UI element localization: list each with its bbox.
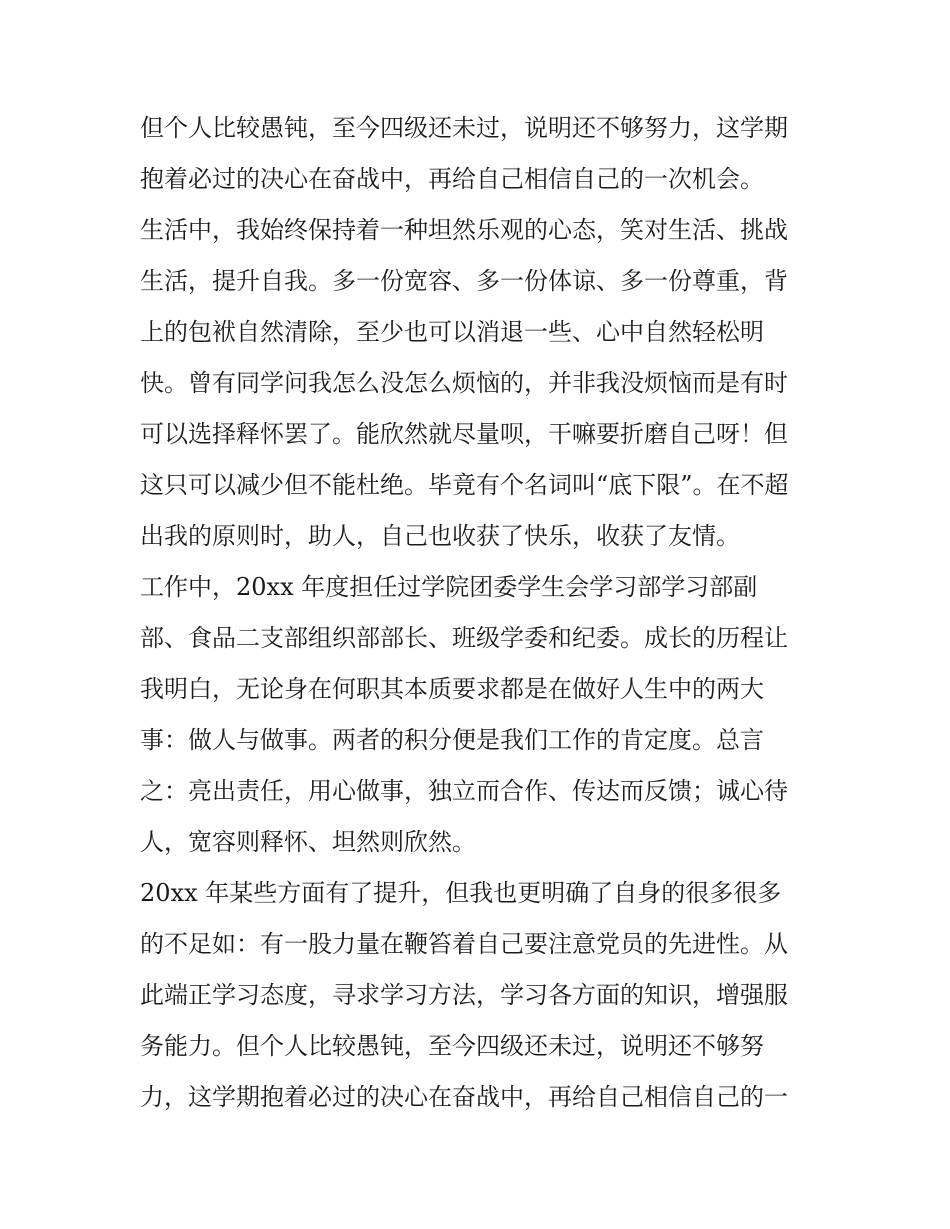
text-line: 力，这学期抱着必过的决心在奋战中，再给自己相信自己的一 [140,1083,788,1111]
text-line: 上的包袱自然清除，至少也可以消退一些、心中自然轻松明 [140,318,764,346]
text-line: 我明白，无论身在何职其本质要求都是在做好人生中的两大 [140,675,764,703]
text-line: 之：亮出责任，用心做事，独立而合作、传达而反馈；诚心待 [140,777,788,805]
text-line: 务能力。但个人比较愚钝，至今四级还未过，说明还不够努 [140,1032,764,1060]
document-body [140,103,820,1123]
text-line: 抱着必过的决心在奋战中，再给自己相信自己的一次机会。 [140,165,764,193]
text-line: 这只可以减少但不能杜绝。毕竟有个名词叫“底下限”。在不超 [140,471,789,499]
text-line: 生活中，我始终保持着一种坦然乐观的心态，笑对生活、挑战 [140,216,788,244]
text-line: 人，宽容则释怀、坦然则欣然。 [140,828,476,856]
text-line: 此端正学习态度，寻求学习方法，学习各方面的知识，增强服 [140,981,788,1009]
text-line: 工作中，20xx 年度担任过学院团委学生会学习部学习部副 [140,573,758,601]
text-line: 的不足如：有一股力量在鞭笞着自己要注意党员的先进性。从 [140,930,788,958]
text-line: 事：做人与做事。两者的积分便是我们工作的肯定度。总言 [140,726,764,754]
text-line: 部、食品二支部组织部部长、班级学委和纪委。成长的历程让 [140,624,788,652]
text-line: 出我的原则时，助人，自己也收获了快乐，收获了友情。 [140,522,740,550]
text-line: 可以选择释怀罢了。能欣然就尽量呗，干嘛要折磨自己呀！但 [140,420,788,448]
text-line: 生活，提升自我。多一份宽容、多一份体谅、多一份尊重，背 [140,267,788,295]
text-line: 快。曾有同学问我怎么没怎么烦恼的，并非我没烦恼而是有时 [140,369,788,397]
text-line: 20xx 年某些方面有了提升，但我也更明确了自身的很多很多 [140,879,782,907]
text-line: 但个人比较愚钝，至今四级还未过，说明还不够努力，这学期 [140,114,788,142]
